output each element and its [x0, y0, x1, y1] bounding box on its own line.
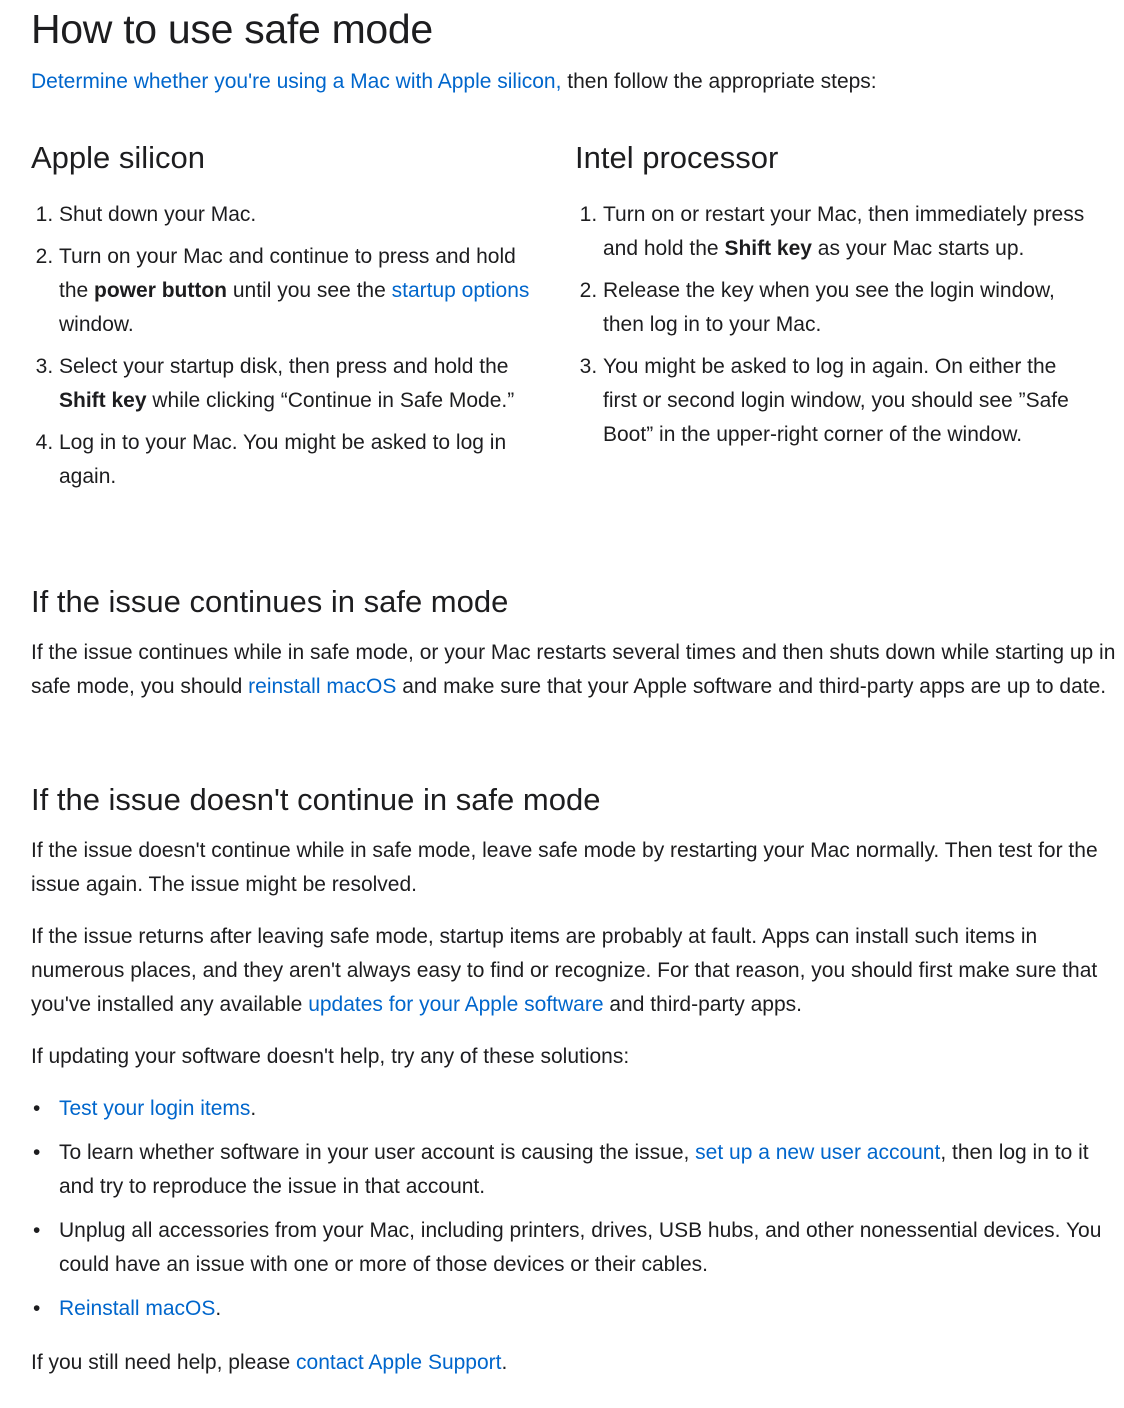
- bullet-icon: •: [33, 1141, 41, 1164]
- footer-paragraph: [31, 1346, 1121, 1380]
- not-continue-paragraph-3: If updating your software doesn't help, try any of these solutions:: [31, 1045, 630, 1068]
- intel-step-2: [603, 274, 1095, 342]
- intel-section: [575, 140, 1095, 460]
- contact-apple-support-link[interactable]: contact Apple Support: [296, 1351, 502, 1374]
- intel-step-3: [603, 350, 1095, 452]
- bullet-icon: •: [33, 1297, 41, 1320]
- reinstall-macos-link[interactable]: reinstall macOS: [248, 675, 397, 698]
- paragraph-text: If the issue continues while in safe mode, or your Mac restarts several times and then shuts down while starting up in safe mode, you should: [31, 641, 1116, 698]
- issue-not-continue-section: [31, 782, 1121, 1398]
- step-text: Select your startup disk, then press and hold the: [59, 355, 509, 378]
- step-text: window.: [59, 313, 134, 336]
- page-title: How to use safe mode: [31, 6, 433, 52]
- bullet-icon: •: [33, 1097, 41, 1120]
- shift-key-text: Shift key: [59, 389, 147, 412]
- not-continue-paragraph-2: [31, 920, 1121, 1022]
- step-text: Log in to your Mac. You might be asked to log in again.: [59, 431, 507, 488]
- list-text: .: [250, 1097, 257, 1120]
- step-text: until you see the: [227, 279, 392, 302]
- issue-continues-section: [31, 584, 1121, 722]
- solutions-list: [31, 1092, 1121, 1326]
- apple-silicon-step-1: [59, 198, 541, 232]
- apple-silicon-step-4: [59, 426, 541, 494]
- issue-continues-heading: If the issue continues in safe mode: [31, 584, 509, 619]
- paragraph-text: If the issue returns after leaving safe mode, startup items are probably at fault. Apps can install such items in numerous places, and they aren't always easy to find or recognize. For that reason, you should first make sure that you've installed any available: [31, 925, 1098, 1016]
- bullet-icon: •: [33, 1219, 41, 1242]
- apple-silicon-steps: [31, 198, 541, 494]
- step-text: You might be asked to log in again. On either the first or second login window, you should see ”Safe Boot” in the upper-right corner of the window.: [603, 355, 1069, 446]
- test-login-items-link[interactable]: Test your login items: [59, 1097, 251, 1120]
- shift-key-text: Shift key: [724, 237, 812, 260]
- list-text: .: [215, 1297, 222, 1320]
- paragraph-text: If you still need help, please: [31, 1351, 297, 1374]
- apple-silicon-section: [31, 140, 541, 502]
- intel-steps: [575, 198, 1095, 452]
- step-text: Turn on your Mac and continue to press and hold the: [59, 245, 516, 302]
- not-continue-paragraph-1: If the issue doesn't continue while in safe mode, leave safe mode by restarting your Mac normally. Then test for the issue again. The issue might be resolved.: [31, 839, 1098, 896]
- issue-not-continue-heading: If the issue doesn't continue in safe mode: [31, 782, 601, 817]
- paragraph-text: and third-party apps.: [603, 993, 802, 1016]
- list-text: Unplug all accessories from your Mac, including printers, drives, USB hubs, and other nonessential devices. You could have an issue with one or more of those devices or their cables.: [59, 1219, 1102, 1276]
- determine-apple-silicon-link[interactable]: Determine whether you're using a Mac with Apple silicon,: [31, 70, 562, 93]
- list-item: [33, 1214, 1121, 1282]
- list-text: , then log in to it and try to reproduce the issue in that account.: [59, 1141, 1089, 1198]
- paragraph-text: .: [501, 1351, 508, 1374]
- intro-paragraph: [31, 70, 877, 94]
- intro-text: then follow the appropriate steps:: [561, 70, 877, 93]
- startup-options-link[interactable]: startup options: [391, 279, 530, 302]
- step-text: as your Mac starts up.: [811, 237, 1025, 260]
- apple-silicon-heading: Apple silicon: [31, 140, 206, 175]
- paragraph-text: and make sure that your Apple software and third-party apps are up to date.: [396, 675, 1107, 698]
- apple-software-updates-link[interactable]: updates for your Apple software: [308, 993, 604, 1016]
- list-item: [33, 1292, 1121, 1326]
- intel-heading: Intel processor: [575, 140, 779, 175]
- step-text: Shut down your Mac.: [59, 203, 257, 226]
- step-text: Release the key when you see the login window, then log in to your Mac.: [603, 279, 1055, 336]
- intel-step-1: [603, 198, 1095, 266]
- issue-continues-paragraph: [31, 636, 1121, 704]
- list-item: [33, 1136, 1121, 1204]
- list-text: To learn whether software in your user account is causing the issue,: [59, 1141, 696, 1164]
- apple-silicon-step-2: [59, 240, 541, 342]
- new-user-account-link[interactable]: set up a new user account: [695, 1141, 941, 1164]
- step-text: Turn on or restart your Mac, then immediately press and hold the: [603, 203, 1085, 260]
- step-text: while clicking “Continue in Safe Mode.”: [146, 389, 515, 412]
- apple-silicon-step-3: [59, 350, 541, 418]
- list-item: [33, 1092, 1121, 1126]
- power-button-text: power button: [94, 279, 228, 302]
- reinstall-macos-list-link[interactable]: Reinstall macOS: [59, 1297, 216, 1320]
